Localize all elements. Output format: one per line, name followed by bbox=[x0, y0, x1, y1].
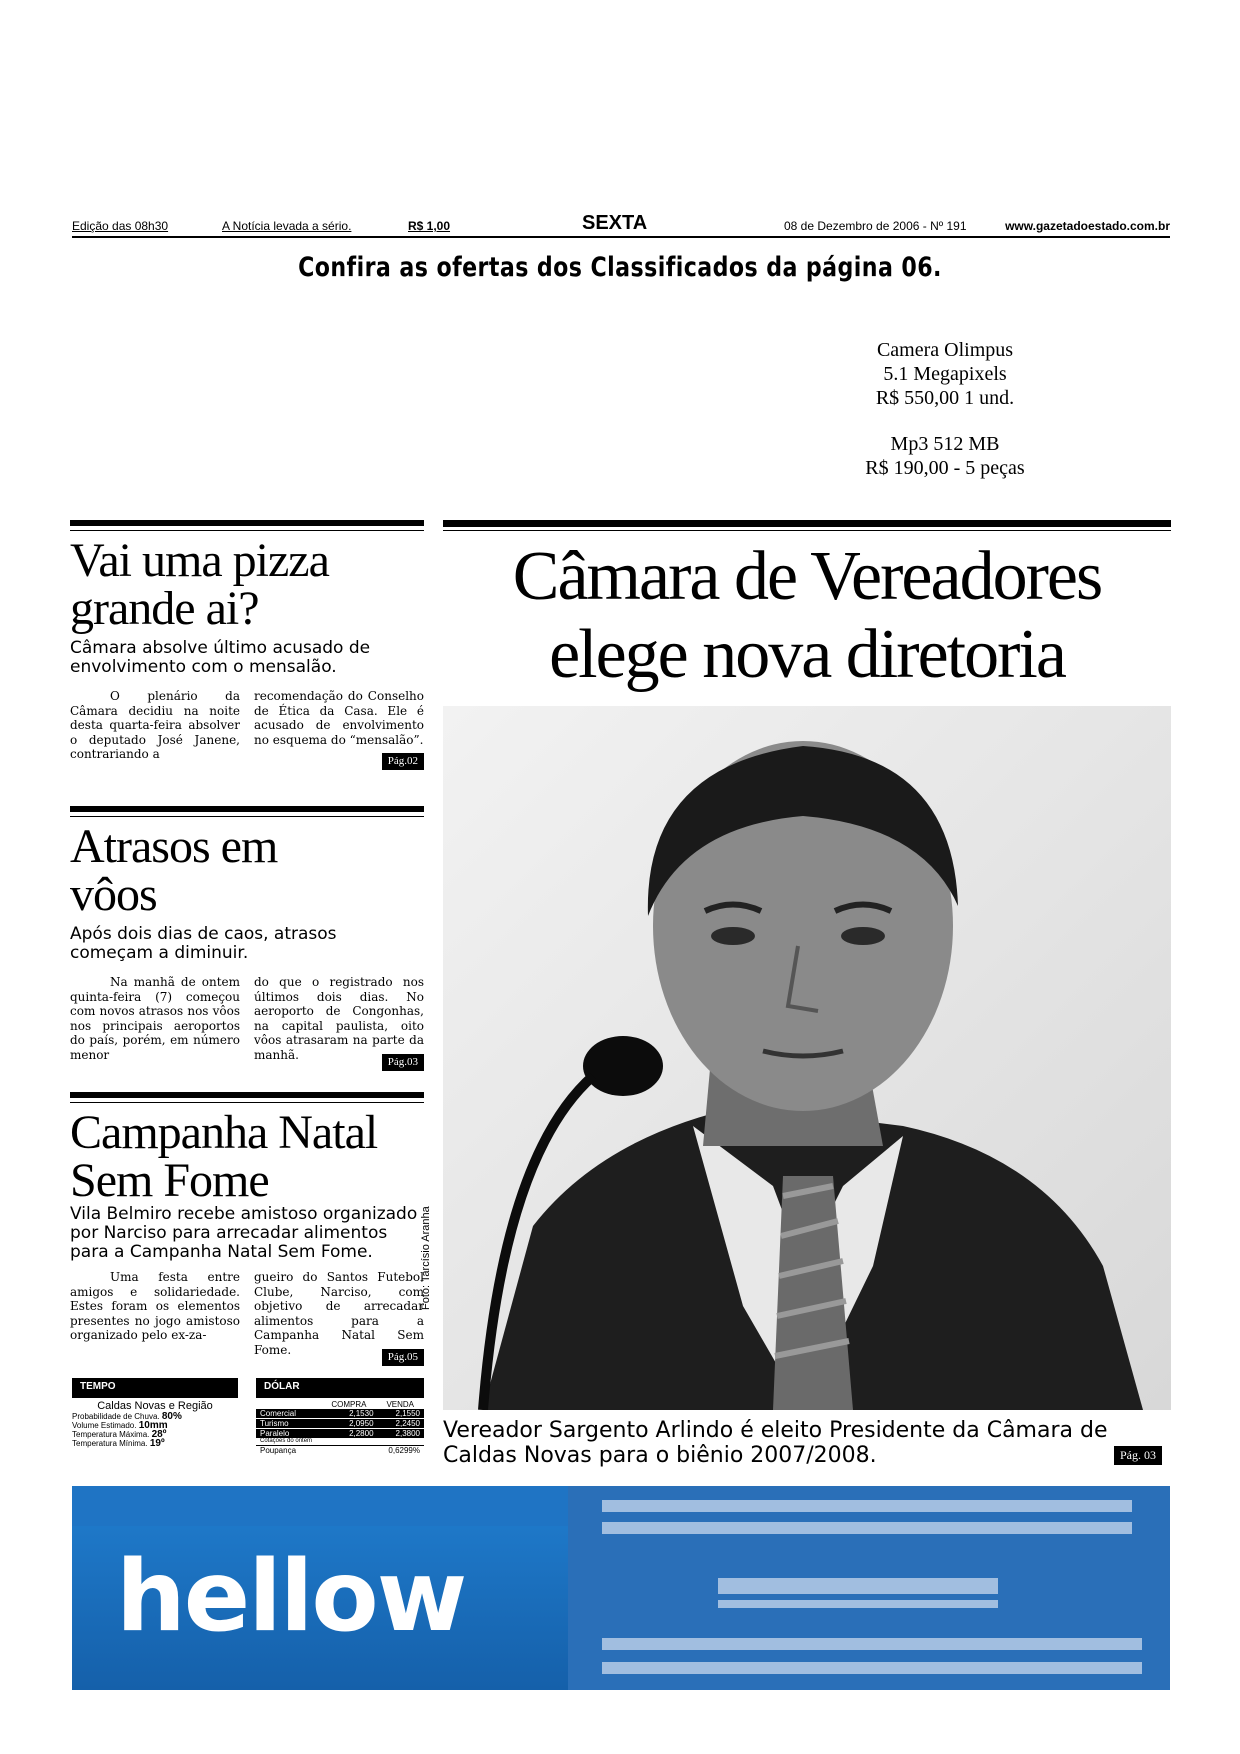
photo-credit: Foto: Tarcísio Aranha bbox=[420, 1206, 432, 1310]
dollar-buy: 2,0950 bbox=[349, 1419, 374, 1428]
offer-line: Camera Olimpus bbox=[876, 339, 1014, 361]
offer-line: Mp3 512 MB bbox=[890, 433, 1000, 455]
story-flights[interactable] bbox=[70, 806, 424, 1068]
page-reference[interactable]: Pág.05 bbox=[382, 1349, 424, 1366]
weather-value: 10mm bbox=[138, 1420, 168, 1431]
story-deck: Câmara absolve último acusado de envolvimento com o mensalão. bbox=[70, 638, 371, 677]
dollar-label: Comercial bbox=[260, 1409, 297, 1418]
story-pizza[interactable] bbox=[70, 520, 424, 767]
ad-text-area bbox=[568, 1486, 1170, 1690]
weather-value: 28º bbox=[151, 1429, 167, 1440]
offers-box bbox=[790, 338, 1100, 480]
portrait-image bbox=[443, 706, 1171, 1410]
dollar-buy: 2,2800 bbox=[349, 1429, 374, 1438]
story-text: O plenário da Câmara decidiu na noite desta quarta-feira absolver o deputado José Janene, contrariando a bbox=[70, 689, 240, 762]
story-headline[interactable]: Campanha Natal Sem Fome bbox=[70, 1106, 378, 1207]
story-headline[interactable]: Vai uma pizza grande ai? bbox=[70, 534, 329, 635]
weather-label: Temperatura Mínima. bbox=[72, 1439, 148, 1448]
weather-box bbox=[72, 1378, 238, 1448]
weather-title: TEMPO bbox=[72, 1378, 238, 1398]
page-reference[interactable]: Pág.03 bbox=[382, 1054, 424, 1071]
website-link[interactable]: www.gazetadoestado.com.br bbox=[1005, 219, 1170, 233]
brand-logo: hellow bbox=[116, 1540, 466, 1654]
story-text: Na manhã de ontem quinta-feira (7) começou com novos atrasos nos vôos nos principais aeroportos do país, porém, em número menor bbox=[70, 975, 240, 1062]
savings-label: Poupança bbox=[260, 1446, 297, 1455]
dollar-note: Cotações do ontem bbox=[260, 1438, 313, 1444]
story-text: Uma festa entre amigos e solidariedade. Estes foram os elementos presentes no jogo amistoso organizado pelo ex-za- bbox=[70, 1270, 240, 1343]
slogan: A Notícia levada a sério. bbox=[222, 219, 352, 233]
dollar-label: Paralelo bbox=[260, 1429, 290, 1438]
dollar-sell: 2,1550 bbox=[395, 1409, 420, 1418]
page-reference[interactable]: Pág. 03 bbox=[1114, 1446, 1162, 1465]
weather-value: 19º bbox=[149, 1438, 165, 1449]
weather-region: Caldas Novas e Região bbox=[97, 1400, 213, 1412]
story-text: gueiro do Santos Futebol Clube, Narciso, com objetivo de arrecadar alimentos para a Campanha Natal Sem Fome. bbox=[254, 1270, 424, 1357]
weather-label: Temperatura Máxima. bbox=[72, 1430, 150, 1439]
weather-label: Probabilidade de Chuva. bbox=[72, 1412, 160, 1421]
main-headline[interactable]: Câmara de Vereadores elege nova diretoria bbox=[512, 538, 1102, 693]
dollar-label: Turismo bbox=[260, 1419, 289, 1428]
masthead-bar bbox=[72, 208, 1170, 238]
story-text: recomendação do Conselho de Ética da Casa. Ele é acusado de envolvimento no esquema do “mensalão”. bbox=[254, 689, 424, 747]
dollar-box bbox=[256, 1378, 424, 1455]
offer-line: R$ 550,00 1 und. bbox=[875, 387, 1015, 409]
weather-label: Volume Estimado. bbox=[72, 1421, 137, 1430]
price: R$ 1,00 bbox=[408, 219, 451, 233]
weekday: SEXTA bbox=[582, 212, 648, 234]
issue-date: 08 de Dezembro de 2006 - Nº 191 bbox=[784, 219, 967, 233]
weather-value: 80% bbox=[161, 1411, 182, 1422]
col-buy: COMPRA bbox=[331, 1400, 367, 1409]
dollar-title: DÓLAR bbox=[256, 1378, 424, 1398]
story-deck: Após dois dias de caos, atrasos começam a diminuir. bbox=[70, 924, 337, 963]
dollar-buy: 2,1530 bbox=[349, 1409, 374, 1418]
page-reference[interactable]: Pág.02 bbox=[382, 753, 424, 770]
offer-line: 5.1 Megapixels bbox=[883, 363, 1007, 385]
advertisement-banner[interactable] bbox=[72, 1486, 1170, 1690]
story-headline[interactable]: Atrasos em vôos bbox=[70, 820, 278, 921]
savings-value: 0,6299% bbox=[388, 1446, 420, 1455]
dollar-sell: 2,2450 bbox=[395, 1419, 420, 1428]
offer-line: R$ 190,00 - 5 peças bbox=[865, 457, 1025, 479]
dollar-sell: 2,3800 bbox=[395, 1429, 420, 1438]
photo-caption: Vereador Sargento Arlindo é eleito Presidente da Câmara de Caldas Novas para o biênio 2007/2008. bbox=[443, 1418, 1108, 1468]
story-text: do que o registrado nos últimos dois dias. No aeroporto de Congonhas, na capital paulista, oito vôos atrasaram na parte da manhã. bbox=[254, 975, 424, 1062]
story-deck: Vila Belmiro recebe amistoso organizado por Narciso para arrecadar alimentos para a Campanha Natal Sem Fome. bbox=[70, 1204, 418, 1262]
col-sell: VENDA bbox=[386, 1400, 414, 1409]
story-natal[interactable] bbox=[70, 1092, 424, 1363]
classifieds-promo: Confira as ofertas dos Classificados da página 06. bbox=[298, 252, 942, 283]
edition-time: Edição das 08h30 bbox=[72, 219, 169, 233]
main-photo[interactable] bbox=[443, 706, 1171, 1410]
